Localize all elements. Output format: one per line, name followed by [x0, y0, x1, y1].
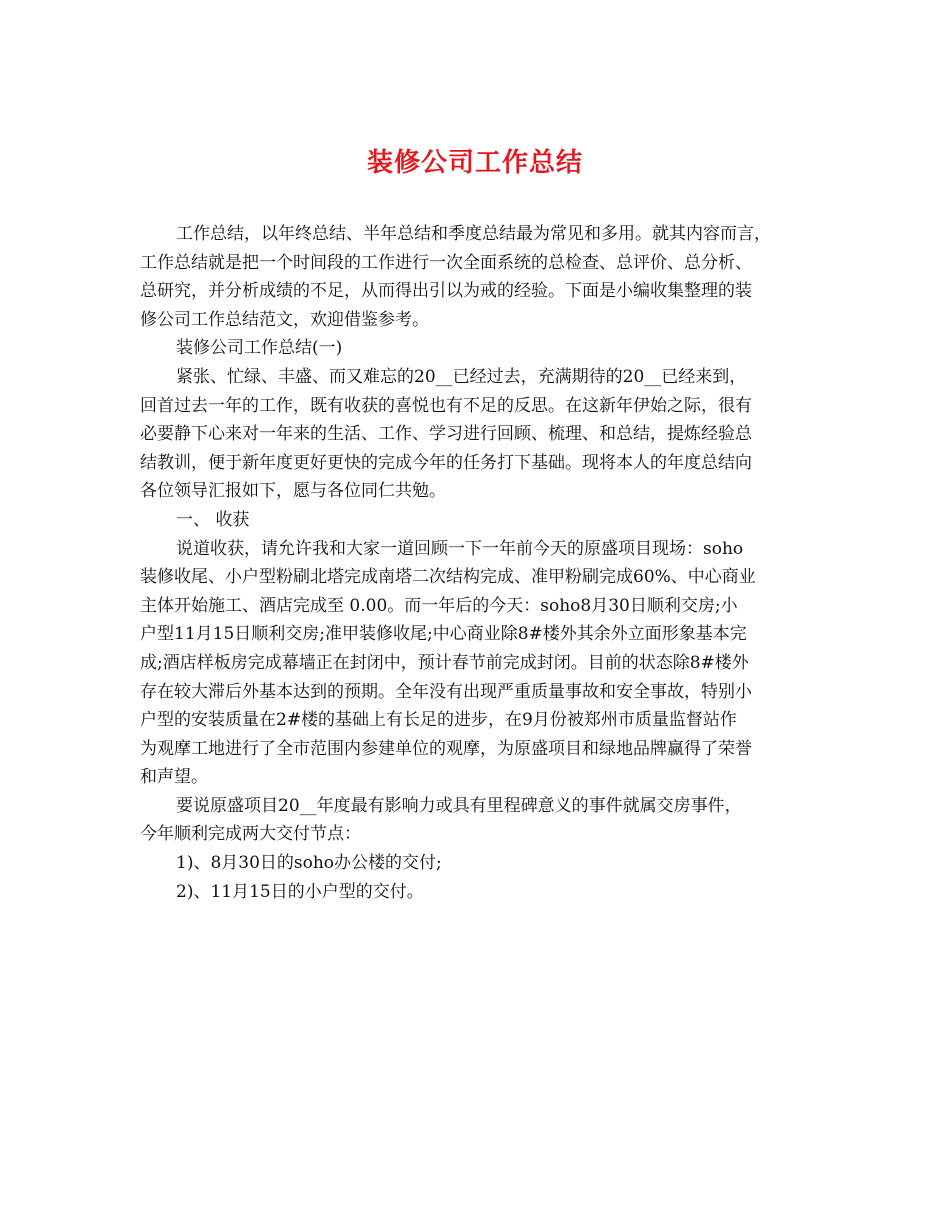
paragraph-harvest-line-6: 存在较大滞后外基本达到的预期。全年没有出现严重质量事故和安全事故，特别小 — [140, 681, 752, 702]
paragraph-harvest-line-2: 装修收尾、小户型粉刷北塔完成南塔二次结构完成、准甲粉刷完成60%、中心商业 — [140, 567, 756, 588]
paragraph-review-line-1: 紧张、忙绿、丰盛、而又难忘的20__已经过去，充满期待的20__已经来到， — [176, 366, 747, 387]
paragraph-review-line-5: 各位领导汇报如下，愿与各位同仁共勉。 — [140, 481, 446, 502]
paragraph-harvest-line-4: 户型11月15日顺利交房;准甲装修收尾;中心商业除8#楼外其余外立面形象基本完 — [140, 624, 747, 645]
list-item-delivery-2: 2)、11月15日的小户型的交付。 — [176, 881, 424, 902]
paragraph-harvest-line-5: 成;酒店样板房完成幕墙正在封闭中，预计春节前完成封闭。目前的状态除8#楼外 — [140, 652, 749, 673]
paragraph-intro-line-1: 工作总结，以年终总结、半年总结和季度总结最为常见和多用。就其内容而言， — [176, 224, 771, 244]
paragraph-review-line-3: 必要静下心来对一年来的生活、工作、学习进行回顾、梳理、和总结，提炼经验总 — [140, 424, 752, 445]
paragraph-review-line-2: 回首过去一年的工作，既有收获的喜悦也有不足的反思。在这新年伊始之际，很有 — [140, 395, 752, 416]
list-item-delivery-1: 1)、8月30日的soho办公楼的交付; — [176, 853, 442, 874]
paragraph-review-line-4: 结教训，便于新年度更好更快的完成今年的任务打下基础。现将本人的年度总结向 — [140, 452, 752, 473]
paragraph-delivery-line-1: 要说原盛项目20__年度最有影响力或具有里程碑意义的事件就属交房事件， — [176, 795, 742, 816]
paragraph-harvest-line-1: 说道收获，请允许我和大家一道回顾一下一年前今天的原盛项目现场：soho — [176, 538, 744, 559]
paragraph-delivery-line-2: 今年顺利完成两大交付节点： — [140, 824, 361, 845]
paragraph-intro-line-4: 修公司工作总结范文，欢迎借鉴参考。 — [140, 309, 429, 330]
paragraph-intro-line-2: 工作总结就是把一个时间段的工作进行一次全面系统的总检查、总评价、总分析、 — [140, 252, 752, 273]
paragraph-harvest-line-8: 为观摩工地进行了全市范围内参建单位的观摩，为原盛项目和绿地品牌赢得了荣誉 — [140, 738, 752, 759]
paragraph-harvest-line-9: 和声望。 — [140, 767, 208, 788]
subsection-heading-harvest: 一、 收获 — [176, 509, 250, 530]
paragraph-intro-line-3: 总研究，并分析成绩的不足，从而得出引以为戒的经验。下面是小编收集整理的装 — [140, 281, 752, 302]
paragraph-harvest-line-7: 户型的安装质量在2#楼的基础上有长足的进步，在9月份被郑州市质量监督站作 — [140, 710, 737, 731]
paragraph-harvest-line-3: 主体开始施工、酒店完成至 0.00。而一年后的今天：soho8月30日顺利交房;小 — [140, 595, 738, 616]
section-heading-1: 装修公司工作总结(一) — [176, 338, 343, 359]
document-title: 装修公司工作总结 — [366, 148, 583, 178]
document-body — [140, 220, 830, 906]
